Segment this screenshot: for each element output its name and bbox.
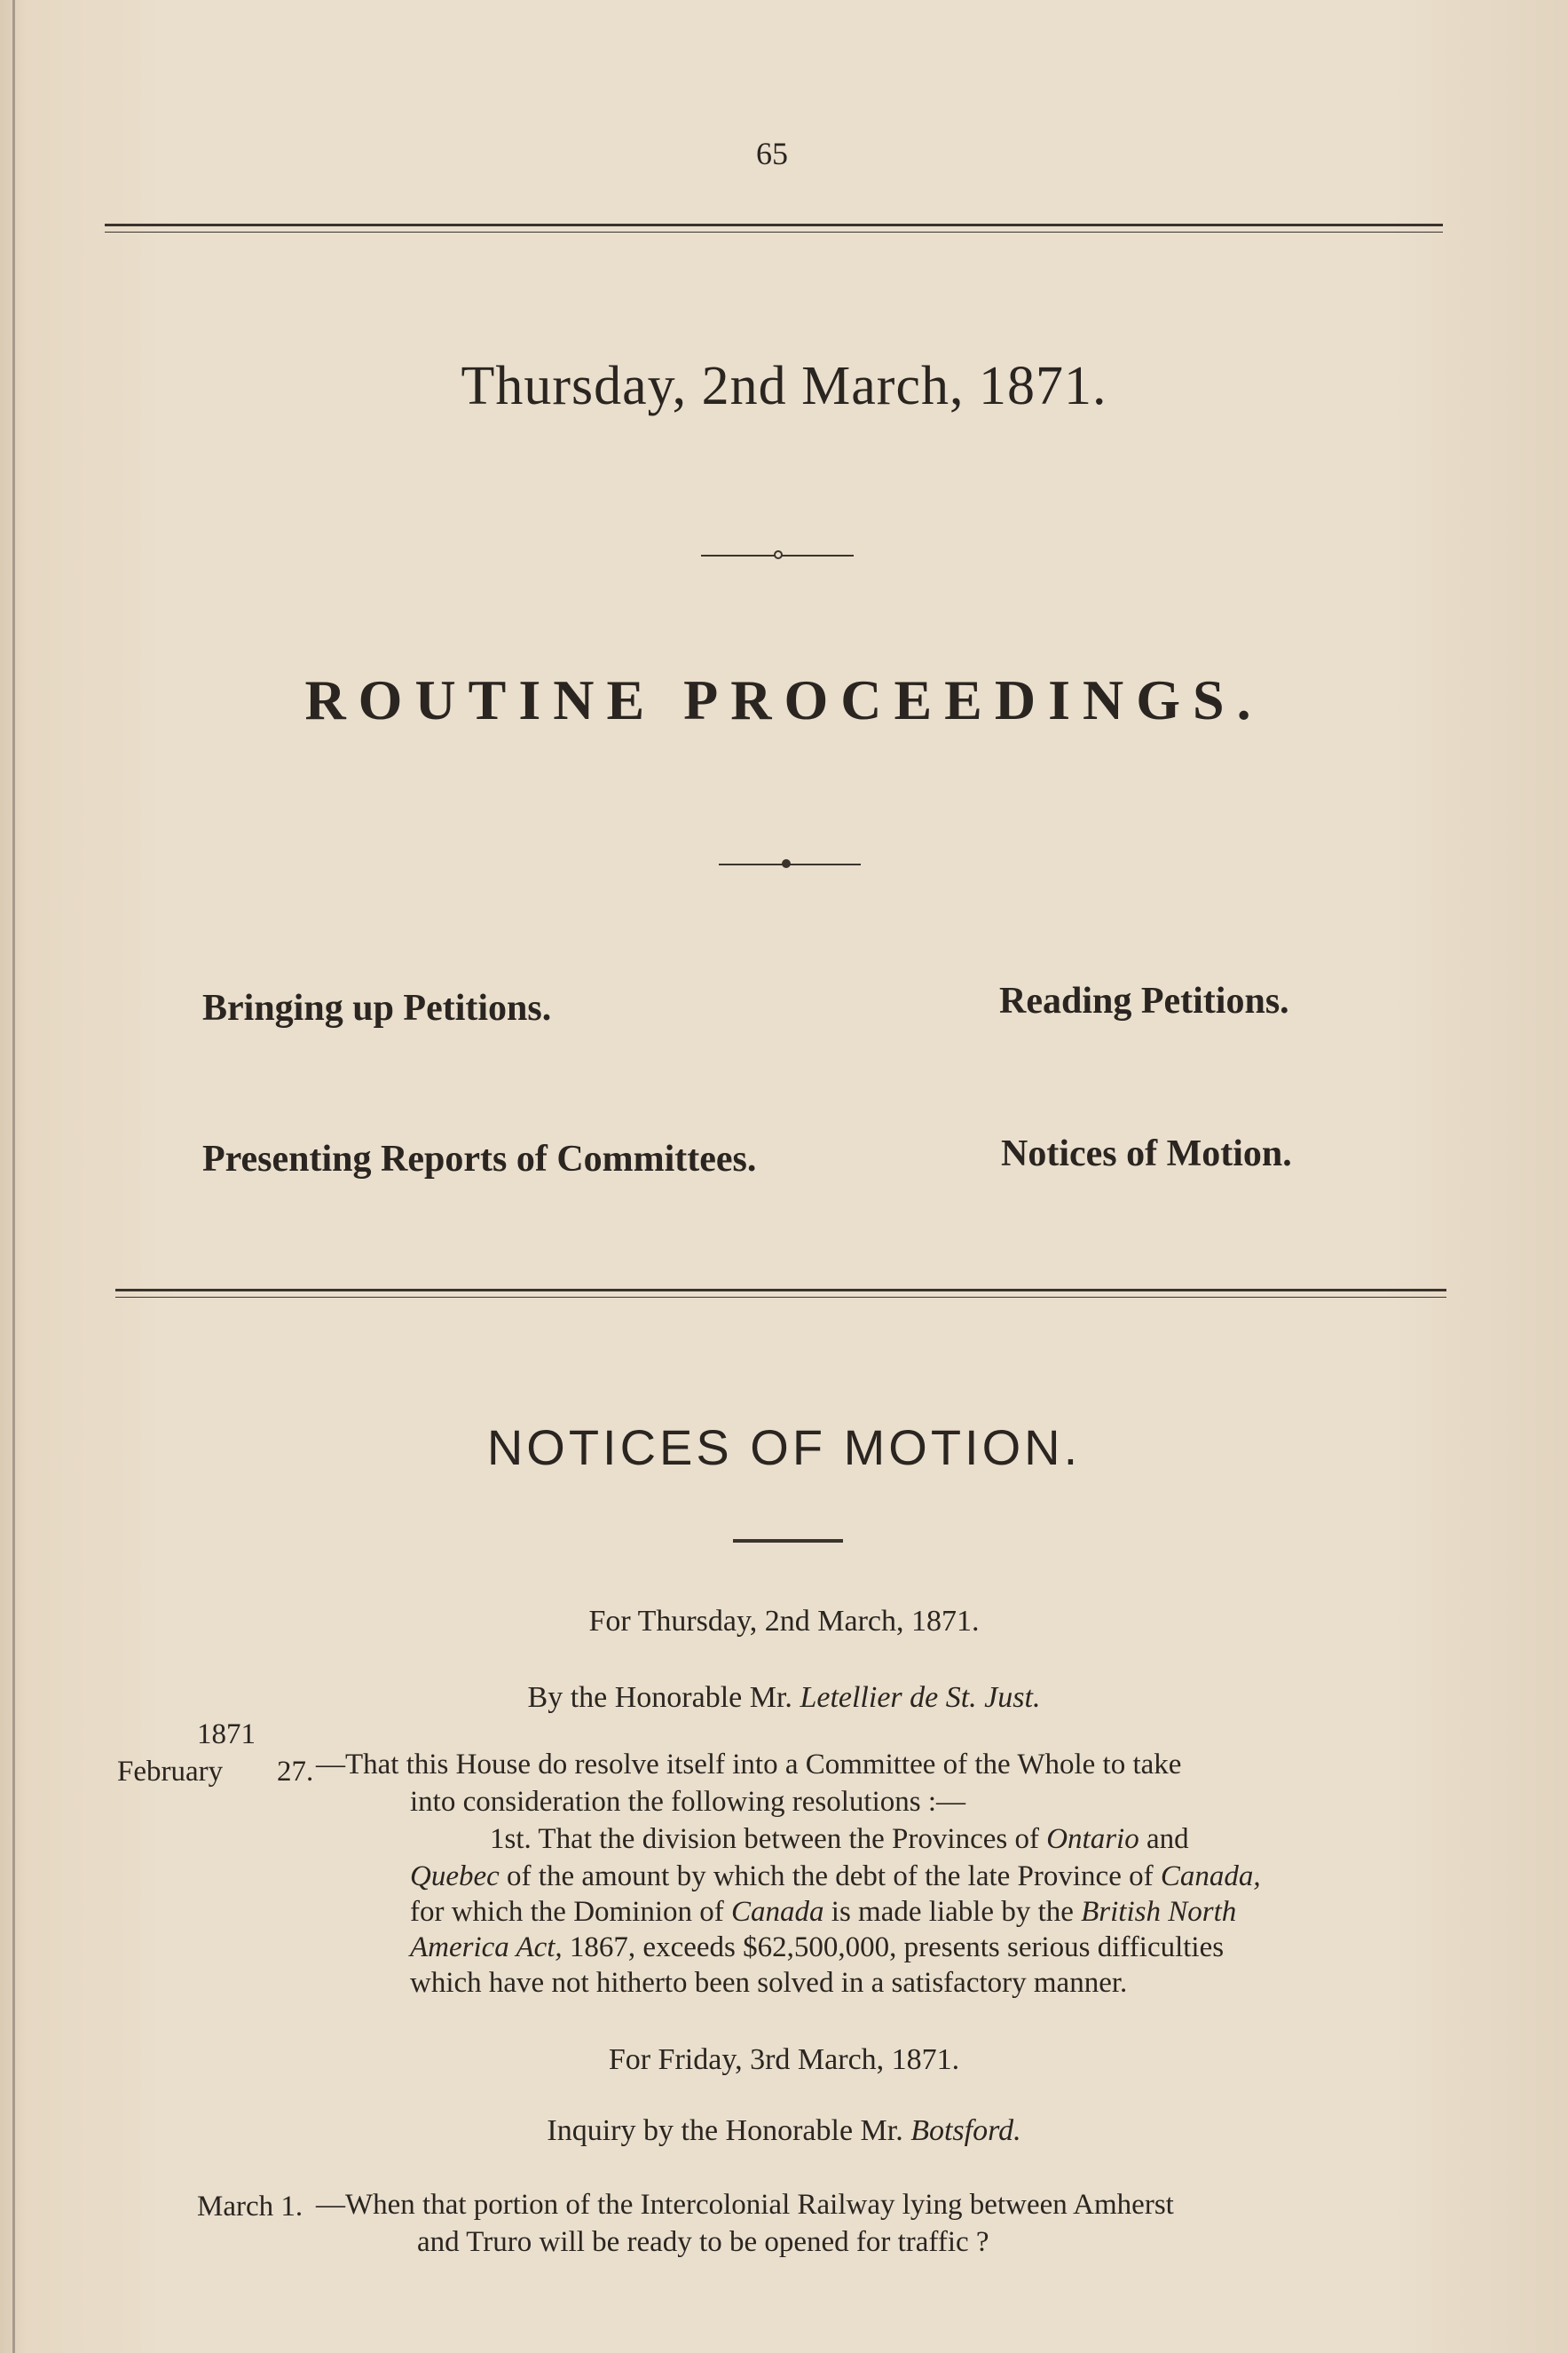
- mover-prefix: Inquiry by the Honorable Mr.: [547, 2114, 903, 2147]
- motion-text-line: —When that portion of the Intercolonial Railway lying between Amherst: [316, 2189, 1174, 2221]
- motion-mover: [0, 1681, 1568, 1715]
- routine-item: Bringing up Petitions.: [202, 988, 552, 1029]
- mover-name: Botsford.: [910, 2114, 1021, 2147]
- margin-year: 1871: [197, 1718, 256, 1750]
- routine-item: Reading Petitions.: [999, 981, 1289, 1022]
- motion-text-line: and Truro will be ready to be opened for traffic ?: [417, 2226, 989, 2258]
- separator-dot: [782, 859, 791, 868]
- motion-date: For Thursday, 2nd March, 1871.: [588, 1605, 980, 1638]
- routine-item: Presenting Reports of Committees.: [202, 1139, 757, 1180]
- motion-text-line: for which the Dominion of Canada is made liable by the British North: [410, 1896, 1237, 1928]
- notices-rule: [733, 1539, 843, 1543]
- margin-date: March 1.: [197, 2191, 303, 2223]
- motion-text-line: Quebec of the amount by which the debt of the late Province of Canada,: [410, 1860, 1261, 1892]
- top-double-rule: [105, 224, 1443, 226]
- separator-dot: [774, 550, 783, 559]
- margin-day: 27.: [277, 1756, 314, 1788]
- mover-prefix: By the Honorable Mr.: [527, 1681, 792, 1714]
- motion-text-line: which have not hitherto been solved in a satisfactory manner.: [410, 1967, 1128, 1999]
- motion-text-line: America Act, 1867, exceeds $62,500,000, presents serious difficulties: [410, 1931, 1225, 1963]
- page-number: 65: [756, 136, 788, 171]
- motion-text-line: —That this House do resolve itself into a Committee of the Whole to take: [316, 1749, 1182, 1781]
- routine-item: Notices of Motion.: [1001, 1133, 1292, 1174]
- page-spine-edge: [12, 0, 15, 2353]
- mover-name: Letellier de St. Just.: [800, 1681, 1041, 1714]
- notices-heading: NOTICES OF MOTION.: [486, 1419, 1082, 1475]
- section-heading: ROUTINE PROCEEDINGS.: [304, 668, 1264, 731]
- motion-text-line: 1st. That the division between the Provinces of Ontario and: [490, 1823, 1189, 1855]
- motion-mover: [0, 2114, 1568, 2148]
- middle-double-rule: [115, 1289, 1446, 1291]
- motion-text-line: into consideration the following resolutions :—: [410, 1786, 966, 1818]
- motion-date: For Friday, 3rd March, 1871.: [608, 2043, 960, 2076]
- date-title: Thursday, 2nd March, 1871.: [461, 356, 1107, 416]
- margin-month: February: [117, 1756, 224, 1788]
